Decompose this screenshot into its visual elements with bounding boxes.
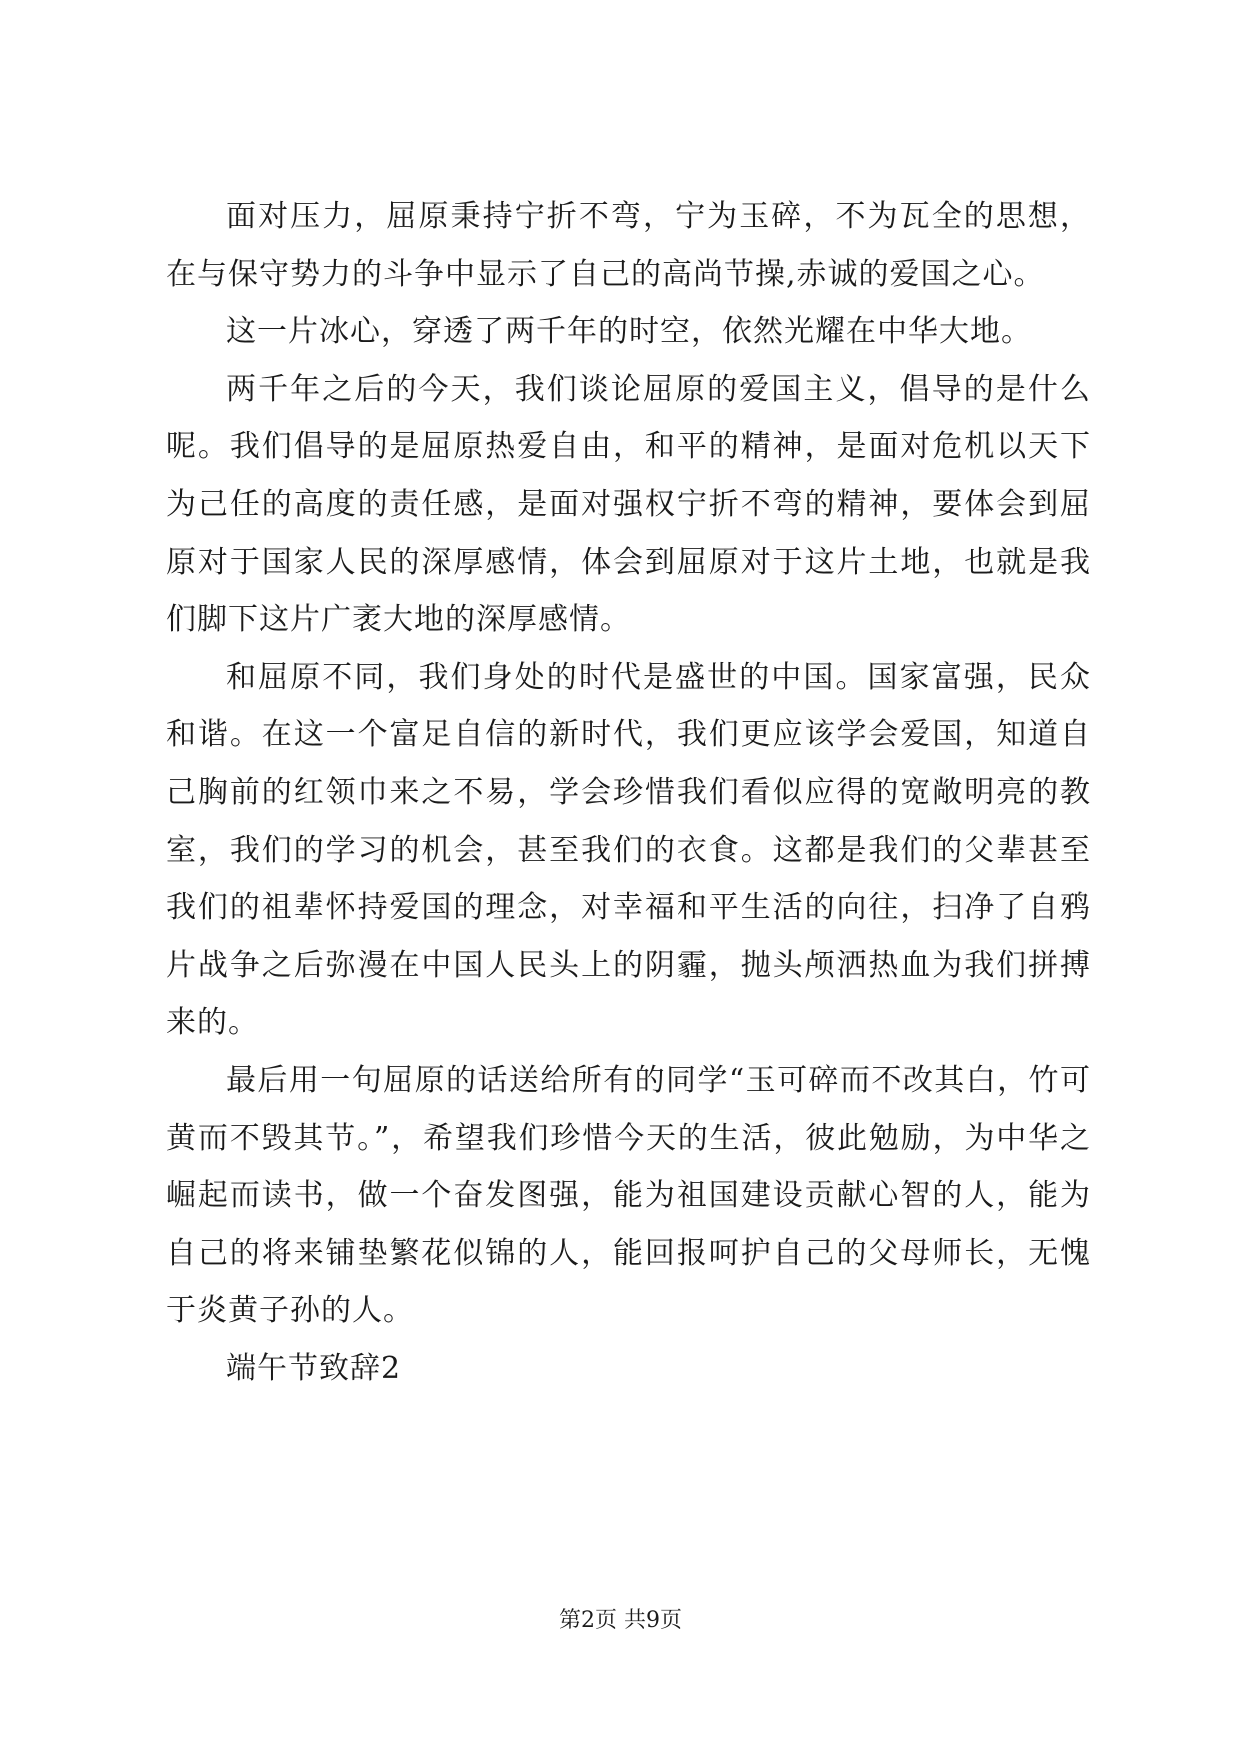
page-footer: 第2页 共9页 <box>559 1608 682 1633</box>
paragraph: 面对压力，屈原秉持宁折不弯，宁为玉碎，不为瓦全的思想，在与保守势力的斗争中显示了自己的高尚节操,赤诚的爱国之心。 <box>166 199 1091 292</box>
document-body <box>166 188 1091 1397</box>
paragraph: 两千年之后的今天，我们谈论屈原的爱国主义，倡导的是什么呢。我们倡导的是屈原热爱自由，和平的精神，是面对危机以天下为己任的高度的责任感，是面对强权宁折不弯的精神，要体会到屈原对于国家人民的深厚感情，体会到屈原对于这片土地，也就是我们脚下这片广袤大地的深厚感情。 <box>166 371 1091 638</box>
section-heading: 端午节致辞2 <box>226 1350 402 1386</box>
paragraph: 和屈原不同，我们身处的时代是盛世的中国。国家富强，民众和谐。在这一个富足自信的新时代，我们更应该学会爱国，知道自己胸前的红领巾来之不易，学会珍惜我们看似应得的宽敞明亮的教室，我们的学习的机会，甚至我们的衣食。这都是我们的父辈甚至我们的祖辈怀持爱国的理念，对幸福和平生活的向往，扫净了自鸦片战争之后弥漫在中国人民头上的阴霾，抛头颅洒热血为我们拼搏来的。 <box>166 659 1091 1041</box>
paragraph: 最后用一句屈原的话送给所有的同学“玉可碎而不改其白，竹可黄而不毁其节。”，希望我们珍惜今天的生活，彼此勉励，为中华之崛起而读书，做一个奋发图强，能为祖国建设贡献心智的人，能为自己的将来铺垫繁花似锦的人，能回报呵护自己的父母师长，无愧于炎黄子孙的人。 <box>166 1062 1091 1329</box>
paragraph: 这一片冰心，穿透了两千年的时空，依然光耀在中华大地。 <box>226 314 1032 350</box>
